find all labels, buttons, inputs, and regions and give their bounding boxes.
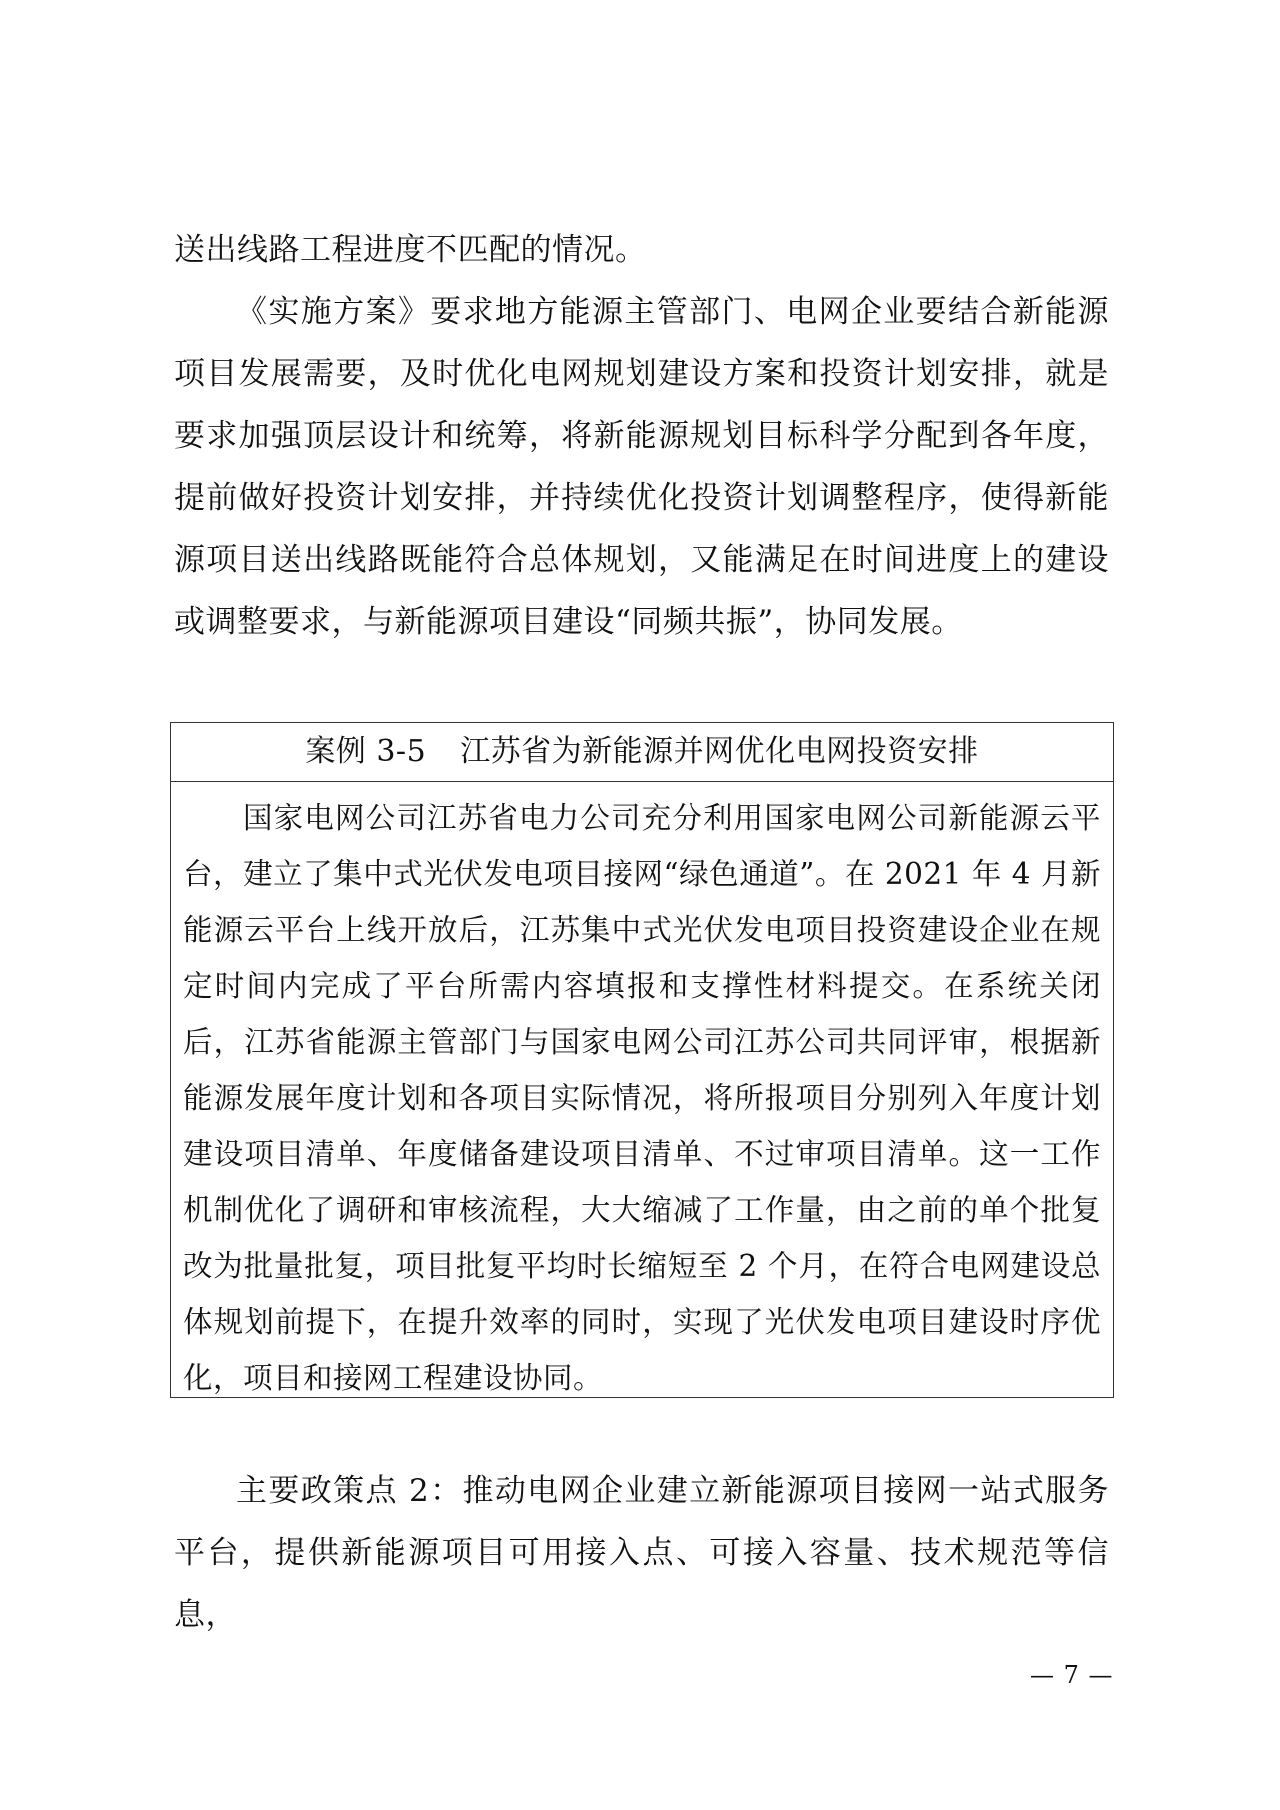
case-study-number: 案例 3-5 (305, 734, 427, 769)
paragraph-continuation: 送出线路工程进度不匹配的情况。 (174, 232, 647, 268)
case-study-title: 江苏省为新能源并网优化电网投资安排 (460, 734, 979, 769)
paragraph-implementation-plan: 《实施方案》要求地方能源主管部门、电网企业要结合新能源项目发展需要，及时优化电网规划建设方案和投资计划安排，就是要求加强顶层设计和统筹，将新能源规划目标科学分配到各年度，提前做好投资计划安排，并持续优化投资计划调整程序，使得新能源项目送出线路既能符合总体规划，又能满足在时间进度上的建设或调整要求，与新能源项目建设“同频共振”，协同发展。 (174, 294, 1109, 640)
case-study-box (170, 722, 1114, 1398)
paragraph-policy-point: 主要政策点 2：推动电网企业建立新能源项目接网一站式服务平台，提供新能源项目可用接入点、可接入容量、技术规范等信息， (174, 1473, 1109, 1633)
case-study-body: 国家电网公司江苏省电力公司充分利用国家电网公司新能源云平台，建立了集中式光伏发电项目接网“绿色通道”。在 2021 年 4 月新能源云平台上线开放后，江苏集中式光伏发电项目投资建设企业在规定时间内完成了平台所需内容填报和支撑性材料提交。在系统关闭后，江苏省能源主管部门与国家电网公司江苏公司共同评审，根据新能源发展年度计划和各项目实际情况，将所报项目分别列入年度计划建设项目清单、年度储备建设项目清单、不过审项目清单。这一工作机制优化了调研和审核流程，大大缩减了工作量，由之前的单个批复改为批量批复，项目批复平均时长缩短至 2 个月，在符合电网建设总体规划前提下，在提升效率的同时，实现了光伏发电项目建设时序优化，项目和接网工程建设协同。 (183, 801, 1101, 1395)
case-study-header (171, 723, 1113, 782)
page-number: — 7 — (1030, 1661, 1114, 1689)
body-text-lower (174, 1460, 1109, 1646)
body-text-upper (174, 219, 1109, 653)
